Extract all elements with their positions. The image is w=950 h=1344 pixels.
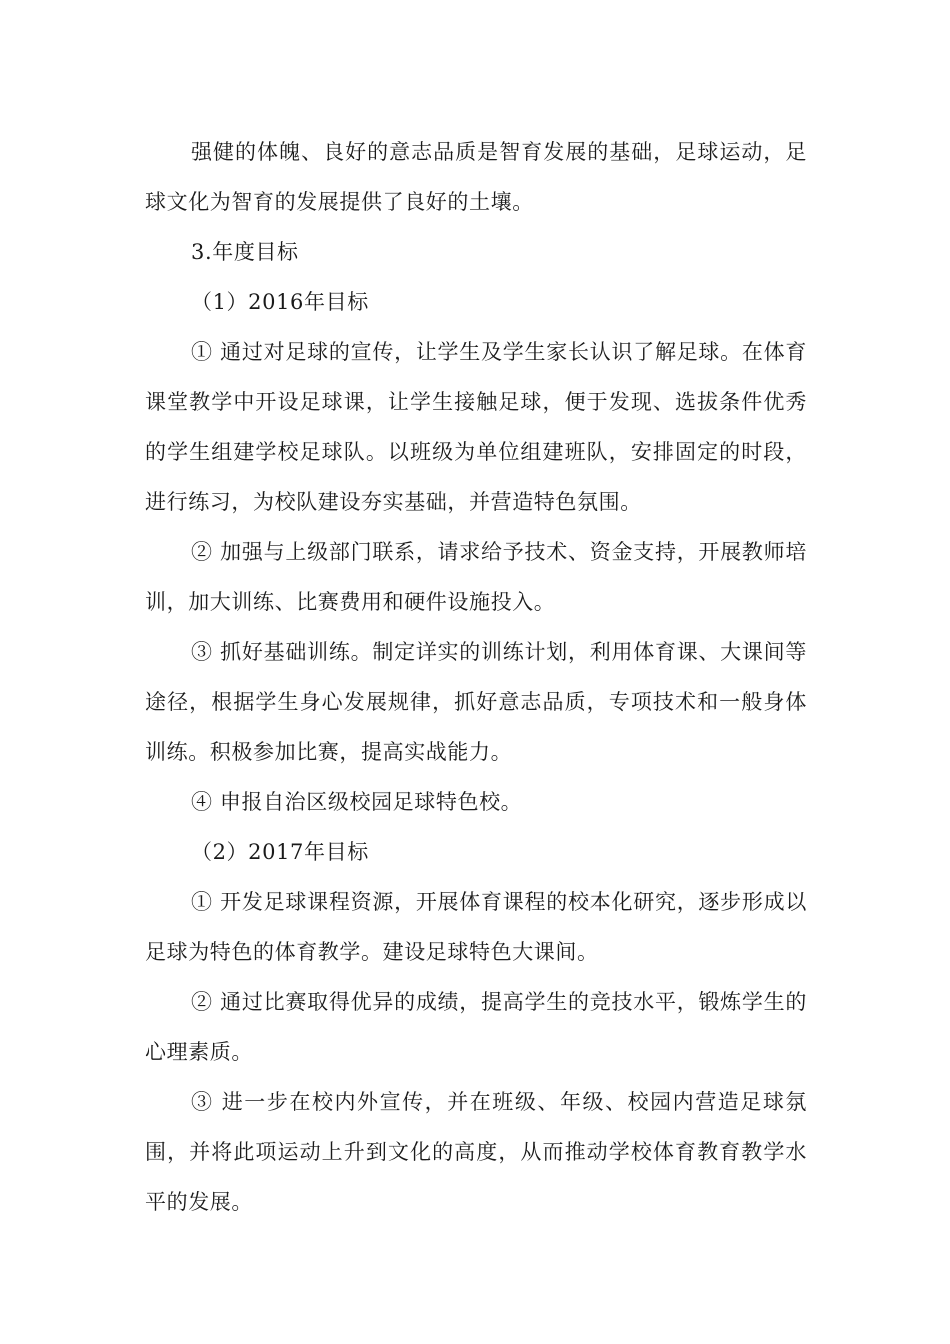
section-heading-annual-goals: 3.年度目标: [191, 240, 299, 264]
list-item-2016-1: ① 通过对足球的宣传，让学生及学生家长认识了解足球。在体育课堂教学中开设足球课，让学生接触足球，便于发现、选拔条件优秀的学生组建学校足球队。以班级为单位组建班队，安排固定的时段，进行练习，为校队建设夯实基础，并营造特色氛围。: [145, 340, 807, 514]
document-body: [145, 127, 807, 1227]
paragraph-intro: 强健的体魄、良好的意志品质是智育发展的基础，足球运动，足球文化为智育的发展提供了良好的土壤。: [145, 140, 807, 214]
subheading-2017-goals: （2）2017年目标: [191, 840, 369, 864]
list-item-2017-1: ① 开发足球课程资源，开展体育课程的校本化研究，逐步形成以足球为特色的体育教学。建设足球特色大课间。: [145, 890, 807, 964]
subheading-2016-goals: （1）2016年目标: [191, 290, 369, 314]
list-item-2016-3: ③ 抓好基础训练。制定详实的训练计划，利用体育课、大课间等途径，根据学生身心发展规律，抓好意志品质，专项技术和一般身体训练。积极参加比赛，提高实战能力。: [145, 640, 807, 764]
list-item-2016-2: ② 加强与上级部门联系，请求给予技术、资金支持，开展教师培训，加大训练、比赛费用和硬件设施投入。: [145, 540, 807, 614]
list-item-2016-4: ④ 申报自治区级校园足球特色校。: [191, 790, 523, 814]
list-item-2017-3: ③ 进一步在校内外宣传，并在班级、年级、校园内营造足球氛围，并将此项运动上升到文化的高度，从而推动学校体育教育教学水平的发展。: [145, 1090, 807, 1214]
list-item-2017-2: ② 通过比赛取得优异的成绩，提高学生的竞技水平，锻炼学生的心理素质。: [145, 990, 807, 1064]
